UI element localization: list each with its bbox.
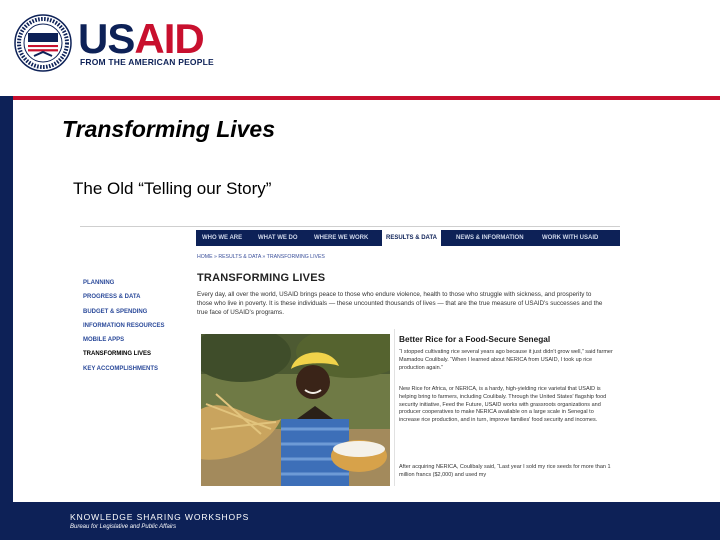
page-heading: TRANSFORMING LIVES (197, 272, 326, 284)
usaid-logo (78, 15, 204, 62)
usaid-seal-icon (14, 14, 72, 72)
nav-work-with-usaid[interactable]: WORK WITH USAID (542, 235, 599, 241)
left-frame-bar (0, 96, 13, 502)
sidebar-item-budget-spending[interactable]: BUDGET & SPENDING (83, 308, 148, 315)
site-nav (196, 230, 620, 246)
logo-us: US (78, 15, 135, 62)
nav-results-data[interactable]: RESULTS & DATA (382, 230, 441, 246)
sidebar-item-progress-data[interactable]: PROGRESS & DATA (83, 294, 141, 301)
sidebar-menu (83, 276, 165, 376)
sidebar-item-key-accomplishments[interactable]: KEY ACCOMPLISHMENTS (83, 365, 159, 372)
sidebar-item-transforming-lives[interactable]: TRANSFORMING LIVES (83, 351, 152, 358)
logo-tagline: FROM THE AMERICAN PEOPLE (80, 57, 214, 67)
footer-bureau: Bureau for Legislative and Public Affairs (70, 524, 177, 530)
story-paragraph-3: After acquiring NERICA, Coulibaly said, “Last year I sold my rice seeds for more than 1 million francs ($2,000) and used my (399, 464, 611, 478)
footer-bar (0, 502, 720, 540)
story-panel (394, 329, 620, 486)
sidebar-item-information-resources[interactable]: INFORMATION RESOURCES (83, 322, 165, 329)
footer-workshops: KNOWLEDGE SHARING WORKSHOPS (70, 512, 250, 522)
nav-where-we-work[interactable]: WHERE WE WORK (314, 235, 369, 241)
nav-what-we-do[interactable]: WHAT WE DO (258, 235, 298, 241)
page-intro: Every day, all over the world, USAID brings peace to those who endure violence, health to those who struggle with sickness, and prosperity to those who live in poverty. It is these individuals — these uncounted thousands of lives — that are the true measure of USAID's successes and the true face of USAID's programs. (197, 291, 603, 316)
website-screenshot (80, 226, 620, 486)
breadcrumb[interactable]: HOME » RESULTS & DATA » TRANSFORMING LIVES (197, 254, 325, 260)
top-hairline (80, 226, 620, 227)
nav-who-we-are[interactable]: WHO WE ARE (202, 235, 243, 241)
story-paragraph-2: New Rice for Africa, or NERICA, is a hardy, high-yielding rice varietal that USAID is helping bring to farmers, including Coulibaly. Through the United States' flagship food security initiative, Feed the Future, USAID works with grassroots organizations and producer cooperatives to make NERICA available on a large scale in Senegal to increase rice production, and in turn, improve families' food security and incomes. (399, 386, 607, 424)
sidebar-item-planning[interactable]: PLANNING (83, 280, 115, 286)
nav-news-information[interactable]: NEWS & INFORMATION (456, 235, 524, 241)
story-heading[interactable]: Better Rice for a Food-Secure Senegal (399, 334, 551, 344)
slide-subtitle: The Old “Telling our Story” (73, 179, 272, 198)
story-paragraph-1: “I stopped cultivating rice several years ago because it just didn't grow well,” said farmer Mamadou Coulibaly. “When I learned about NERICA from USAID, I took up rice production again.” (399, 349, 613, 371)
sidebar-item-mobile-apps[interactable]: MOBILE APPS (83, 337, 125, 344)
slide-title: Transforming Lives (62, 116, 276, 142)
top-divider (13, 96, 720, 100)
farmer-photo (201, 334, 390, 486)
logo-aid: AID (134, 15, 204, 62)
